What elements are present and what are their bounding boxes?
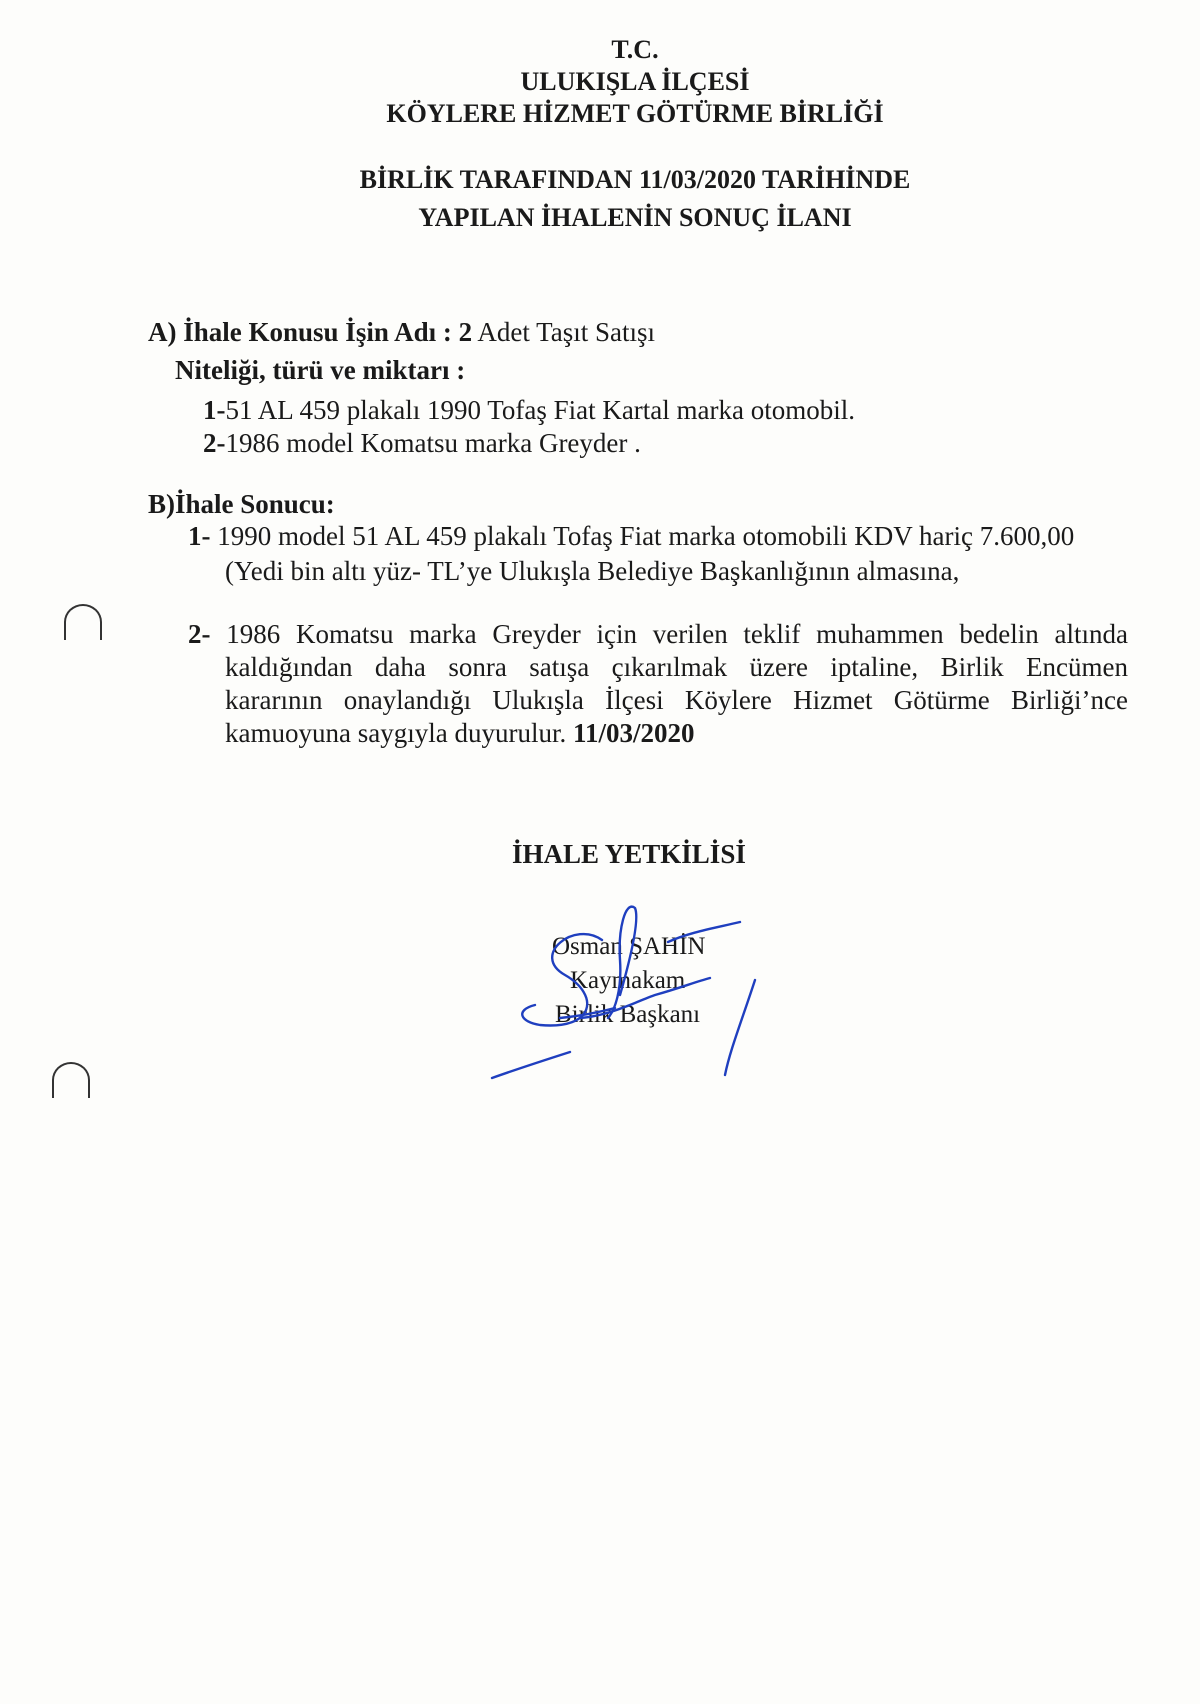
header-line-district: ULUKIŞLA İLÇESİ xyxy=(520,67,750,96)
punch-hole-icon xyxy=(52,1062,90,1098)
section-a-sub-label: Niteliği, türü ve miktarı : xyxy=(175,355,466,385)
section-a-value: Adet Taşıt Satışı xyxy=(472,317,655,347)
announcement-title-line2: YAPILAN İHALENİN SONUÇ İLANI xyxy=(418,203,852,232)
signatory-role: Kaymakam xyxy=(570,967,686,994)
section-b-item-2-line3: kararının onaylandığı Ulukışla İlçesi Köylere Hizmet Götürme Birliği’nce xyxy=(225,685,1128,715)
section-b-item-2-line4: kamuoyuna saygıyla duyurulur. 11/03/2020 xyxy=(225,718,695,748)
header-line-union: KÖYLERE HİZMET GÖTÜRME BİRLİĞİ xyxy=(386,99,884,128)
announcement-title-line1: BİRLİK TARAFINDAN 11/03/2020 TARİHİNDE xyxy=(359,165,911,194)
item-number: 1- xyxy=(188,521,211,551)
announcement-date: 11/03/2020 xyxy=(572,718,695,748)
punch-hole-icon xyxy=(64,604,102,640)
section-b-item-1-line2: (Yedi bin altı yüz- TL’ye Ulukışla Belediye Başkanlığının almasına, xyxy=(225,556,960,586)
item-text: 51 AL 459 plakalı 1990 Tofaş Fiat Kartal marka otomobil. xyxy=(225,395,856,425)
item-number: 1- xyxy=(203,395,226,425)
section-a-heading xyxy=(148,316,655,349)
section-a-label: A) İhale Konusu İşin Adı : 2 xyxy=(148,317,473,347)
signatory-position: Birlik Başkanı xyxy=(555,1001,701,1028)
item-text: 1986 model Komatsu marka Greyder . xyxy=(225,428,641,458)
section-b-heading: B)İhale Sonucu: xyxy=(148,489,335,519)
signatory-title: İHALE YETKİLİSİ xyxy=(512,839,746,869)
item-number: 2- xyxy=(188,619,211,649)
section-b-item-2-line1: 2- 1986 Komatsu marka Greyder için verilen teklif muhammen bedelin altında xyxy=(188,619,1128,649)
section-a-item-1 xyxy=(203,394,855,427)
section-b-item-2-line2: kaldığından daha sonra satışa çıkarılmak üzere iptaline, Birlik Encümen xyxy=(225,652,1128,682)
signatory-name: Osman ŞAHİN xyxy=(552,933,706,960)
item-number: 2- xyxy=(203,428,226,458)
section-b-item-1-line1: 1- 1990 model 51 AL 459 plakalı Tofaş Fiat marka otomobili KDV hariç 7.600,00 xyxy=(188,521,1075,551)
header-line-tc: T.C. xyxy=(611,35,659,64)
handwritten-signature-icon xyxy=(520,900,820,1100)
section-a-item-2 xyxy=(203,427,641,460)
